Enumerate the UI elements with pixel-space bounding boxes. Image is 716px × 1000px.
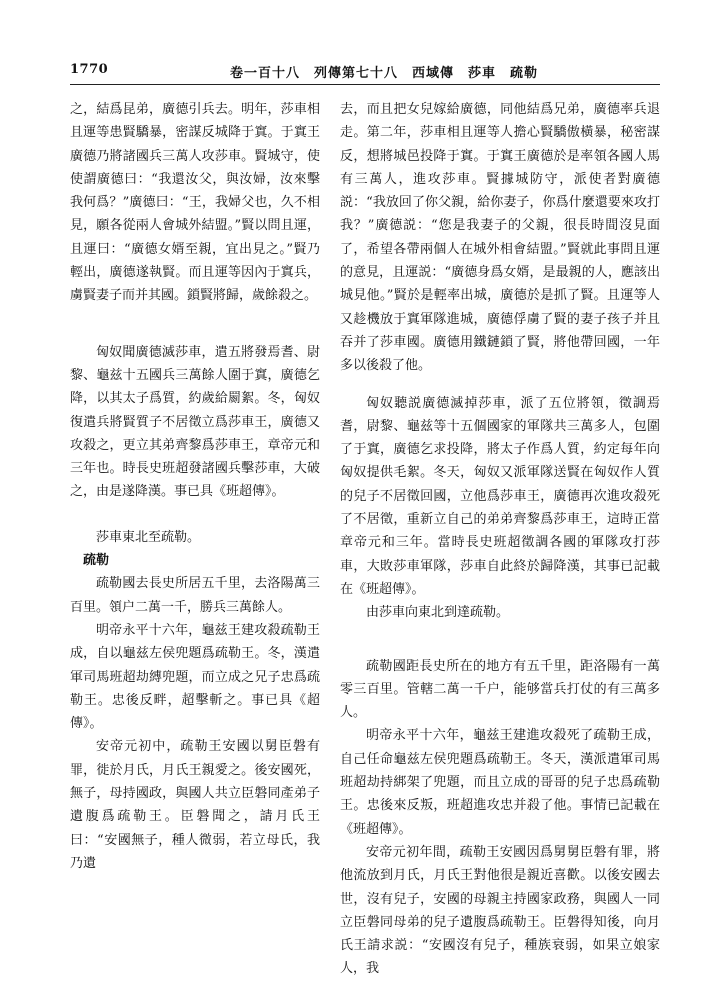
- modern-paragraph-3: 由莎車向東北到達疏勒。: [366, 605, 510, 621]
- page-header: [70, 60, 660, 82]
- modern-paragraph-4: 疏勒國距長史所在的地方有五千里，距洛陽有一萬零三百里。管轄二萬一千户，能够當兵打仗的有三萬多人。: [340, 658, 660, 721]
- classical-paragraph-2: 匈奴聞廣德滅莎車，遣五將發焉耆、尉黎、龜兹十五國兵三萬餘人圍于窴，廣德乞降，以其太子爲質，約歲給罽絮。冬，匈奴復遣兵將賢質子不居徵立爲莎車王，廣德又攻殺之，更立其弟齊黎爲莎車王，章帝元和三年也。時長史班超發諸國兵擊莎車，大破之，由是遂降漢。事已具《班超傳》。: [70, 344, 320, 500]
- classical-paragraph-6: 安帝元初中，疏勒王安國以舅臣磐有罪，徙於月氏，月氏王親愛之。後安國死，無子，母持國政，與國人共立臣磐同產弟子遺腹爲疏勒王。臣磐聞之，請月氏王曰：“安國無子，種人微弱，若立母氏，我乃遺: [70, 739, 320, 871]
- modern-translation-column: [340, 98, 660, 981]
- modern-paragraph-6: 安帝元初年間，疏勒王安國因爲舅舅臣磐有罪，將他流放到月氏，月氏王對他很是親近喜歡。以後安國去世，沒有兒子，安國的母親主持國家政務，與國人一同立臣磐同母弟的兒子遺腹爲疏勒王。臣磐得知後，向月氏王請求説：“安國沒有兒子，種族衰弱，如果立娘家人，我: [340, 844, 660, 977]
- spacer: [70, 504, 320, 526]
- modern-paragraph-2: 匈奴聽説廣德滅掉莎車，派了五位將領，徵調焉耆，尉黎、龜兹等十五個國家的軍隊共三萬多人，包圍了于窴，廣德乞求投降，將太子作爲人質，約定每年向匈奴提供毛絮。冬天，匈奴又派軍隊送賢在匈奴作人質的兒子不居徵回國，立他爲莎車王，廣德再次進攻殺死了不居徵，重新立自己的弟弟齊黎爲莎車王，這時正當章帝元和三年。當時長史班超徵調各國的軍隊攻打莎車，大敗莎車軍隊，莎車自此終於歸降漢，其事已記載在《班超傳》。: [340, 395, 660, 597]
- spacer: [70, 308, 320, 341]
- classical-paragraph-5: 明帝永平十六年，龜兹王建攻殺疏勒王成，自以龜兹左侯兜題爲疏勒王。冬，漢遣軍司馬班超劫縛兜題，而立成之兄子忠爲疏勒王。忠後反畔，超擊斬之。事已具《超傳》。: [70, 622, 320, 732]
- spacer: [340, 625, 660, 655]
- modern-paragraph-1: 去，而且把女兒嫁給廣德，同他結爲兄弟，廣德率兵退走。第二年，莎車相且運等人擔心賢驕傲橫暴，秘密謀反，想將城邑投降于窴。于窴王廣德於是率領各國人馬有三萬人，進攻莎車。賢據城防守，派使者對廣德説：“我放回了你父親，給你妻子，你爲什麼還要來攻打我？”廣德説：“您是我妻子的父親，很長時間沒見面了，希望各帶兩個人在城外相會結盟。”賢就此事問且運的意見，且運説：“廣德身爲女婿，是最親的人，應該出城見他。”賢於是輕率出城，廣德於是抓了賢。且運等人又趁機放于窴軍隊進城，廣德俘虜了賢的妻子孩子并且吞并了莎車國。廣德用鐵鏈鎖了賢，將他帶回國，一年多以後殺了他。: [340, 102, 660, 374]
- classical-paragraph-1: 之，結爲昆弟，廣德引兵去。明年，莎車相且運等患賢驕暴，密謀反城降于窴。于窴王廣德乃將諸國兵三萬人攻莎車。賢城守，使使謂廣德曰：“我還汝父，與汝婦，汝來擊我何爲？”廣德曰：“王，我婦父也，久不相見，願各從兩人會城外結盟。”賢以問且運，且運曰：“廣德女婿至親，宜出見之。”賢乃輕出，廣德遂執賢。而且運等因內于窴兵，虜賢妻子而并其國。鎖賢將歸，歲餘殺之。: [70, 102, 320, 304]
- classical-text-column: [70, 98, 320, 875]
- modern-paragraph-5: 明帝永平十六年，龜兹王建進攻殺死了疏勒王成，自己任命龜兹左侯兜題爲疏勒王。冬天，漢派遣軍司馬班超劫持綁架了兜題，而且立成的哥哥的兒子忠爲疏勒王。忠後來反叛，班超進攻忠并殺了他。事情已記載在《班超傳》。: [340, 728, 660, 837]
- section-heading: 疏勒: [83, 553, 110, 569]
- classical-paragraph-3: 莎車東北至疏勒。: [96, 529, 201, 545]
- header-rule: [70, 84, 660, 85]
- page-number: 1770: [70, 62, 109, 77]
- spacer: [340, 378, 660, 392]
- running-head: 卷一百十八 列傳第七十八 西域傳 莎車 疏勒: [230, 66, 539, 81]
- classical-paragraph-4: 疏勒國去長史所居五千里，去洛陽萬三百里。領户二萬一千，勝兵三萬餘人。: [70, 576, 320, 615]
